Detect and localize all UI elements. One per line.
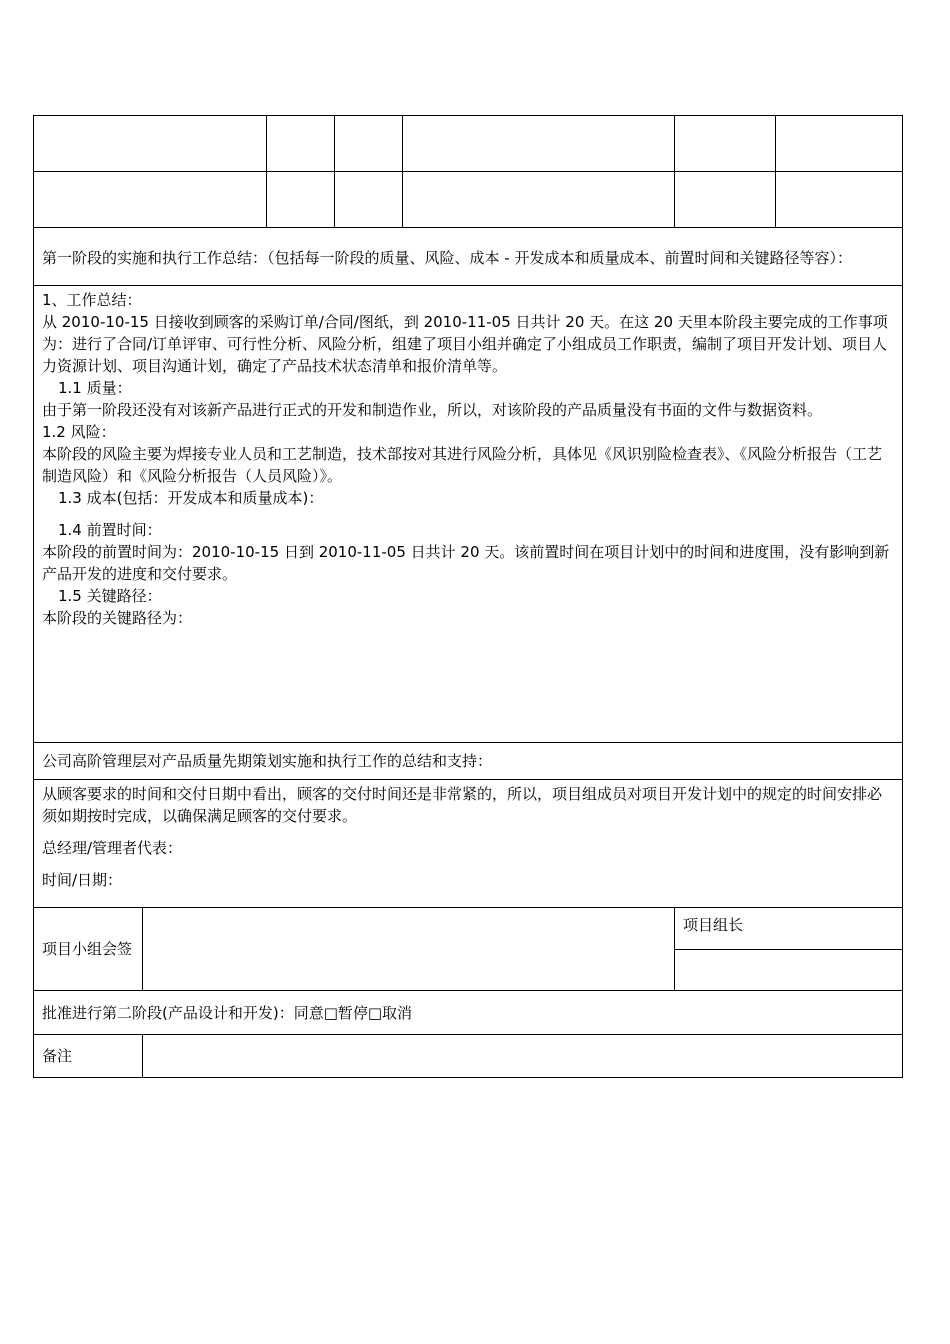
- leadtime-title: 1.4 前置时间：: [58, 521, 162, 539]
- blank-cell[interactable]: [403, 116, 675, 172]
- blank-cell[interactable]: [267, 116, 335, 172]
- blank-cell[interactable]: [34, 172, 267, 228]
- leader-label-cell: [675, 908, 903, 950]
- remarks-label-cell: [34, 1035, 143, 1078]
- remarks-content-cell[interactable]: [143, 1035, 903, 1078]
- risk-title: 1.2 风险：: [42, 423, 116, 441]
- leadtime-text: 本阶段的前置时间为：2010-10-15 日到 2010-11-05 日共计 20 天。该前置时间在项目计划中的时间和进度围，没有影响到新产品开发的进度和交付要求。: [42, 543, 890, 583]
- management-header-row: [34, 743, 903, 780]
- blank-cell[interactable]: [267, 172, 335, 228]
- quality-text: 由于第一阶段还没有对该新产品进行正式的开发和制造作业，所以，对该阶段的产品质量没有书面的文件与数据资料。: [42, 401, 823, 419]
- summary-title: 1、工作总结：: [42, 291, 142, 309]
- summary-intro: 从 2010-10-15 日接收到顾客的采购订单/合同/图纸，到 2010-11-05 日共计 20 天。在这 20 天里本阶段主要完成的工作事项为：进行了合同/订单评审、可行性分析、风险分析，组建了项目小组并确定了小组成员工作职责，编制了项目开发计划、项目人力资源计划、项目沟通计划，确定了产品技术状态清单和报价清单等。: [42, 313, 888, 375]
- remarks-row: [34, 1035, 903, 1078]
- path-text: 本阶段的关键路径为：: [42, 609, 193, 627]
- gm-signature-label: 总经理/管理者代表：: [42, 839, 183, 857]
- blank-cell[interactable]: [335, 116, 403, 172]
- risk-text: 本阶段的风险主要为焊接专业人员和工艺制造，技术部按对其进行风险分析，具体见《风识别险检查表》、《风险分析报告（工艺制造风险）和《风险分析报告（人员风险）》。: [42, 445, 883, 485]
- leader-signature-cell[interactable]: [675, 950, 903, 991]
- apqp-stage-summary-form: [33, 115, 903, 1078]
- path-title: 1.5 关键路径：: [58, 587, 162, 605]
- spacer: [42, 859, 894, 869]
- management-header: 公司高阶管理层对产品质量先期策划实施和执行工作的总结和支持：: [42, 752, 493, 770]
- management-header-cell: [34, 743, 903, 780]
- approval-cell[interactable]: [34, 991, 903, 1035]
- work-summary-cell[interactable]: [34, 286, 903, 743]
- blank-row-2: [34, 172, 903, 228]
- work-summary-row: [34, 286, 903, 743]
- signoff-signature-area[interactable]: [143, 908, 675, 991]
- approval-row: [34, 991, 903, 1035]
- approval-text: 批准进行第二阶段(产品设计和开发)：同意□暂停□取消: [42, 1003, 413, 1022]
- blank-cell[interactable]: [675, 116, 776, 172]
- signoff-label-cell: [34, 908, 143, 991]
- signoff-label: 项目小组会签: [42, 940, 133, 958]
- blank-cell[interactable]: [335, 172, 403, 228]
- blank-cell[interactable]: [675, 172, 776, 228]
- management-body-cell[interactable]: [34, 780, 903, 908]
- blank-cell[interactable]: [776, 116, 903, 172]
- management-body-row: [34, 780, 903, 908]
- management-text: 从顾客要求的时间和交付日期中看出，顾客的交付时间还是非常紧的，所以，项目组成员对项目开发计划中的规定的时间安排必须如期按时完成，以确保满足顾客的交付要求。: [42, 785, 883, 825]
- signoff-row-1: [34, 908, 903, 950]
- spacer: [42, 827, 894, 837]
- blank-row-1: [34, 116, 903, 172]
- stage1-header-row: [34, 228, 903, 286]
- leader-label: 项目组长: [683, 916, 744, 934]
- stage1-header-cell: [34, 228, 903, 286]
- spacer: [42, 509, 894, 519]
- remarks-label: 备注: [42, 1047, 73, 1065]
- stage1-header: 第一阶段的实施和执行工作总结：（包括每一阶段的质量、风险、成本 - 开发成本和质量成本、前置时间和关键路径等容）：: [42, 248, 852, 267]
- blank-cell[interactable]: [34, 116, 267, 172]
- date-label: 时间/日期：: [42, 871, 123, 889]
- quality-title: 1.1 质量：: [58, 379, 132, 397]
- blank-cell[interactable]: [403, 172, 675, 228]
- cost-title: 1.3 成本(包括：开发成本和质量成本)：: [58, 489, 324, 507]
- blank-cell[interactable]: [776, 172, 903, 228]
